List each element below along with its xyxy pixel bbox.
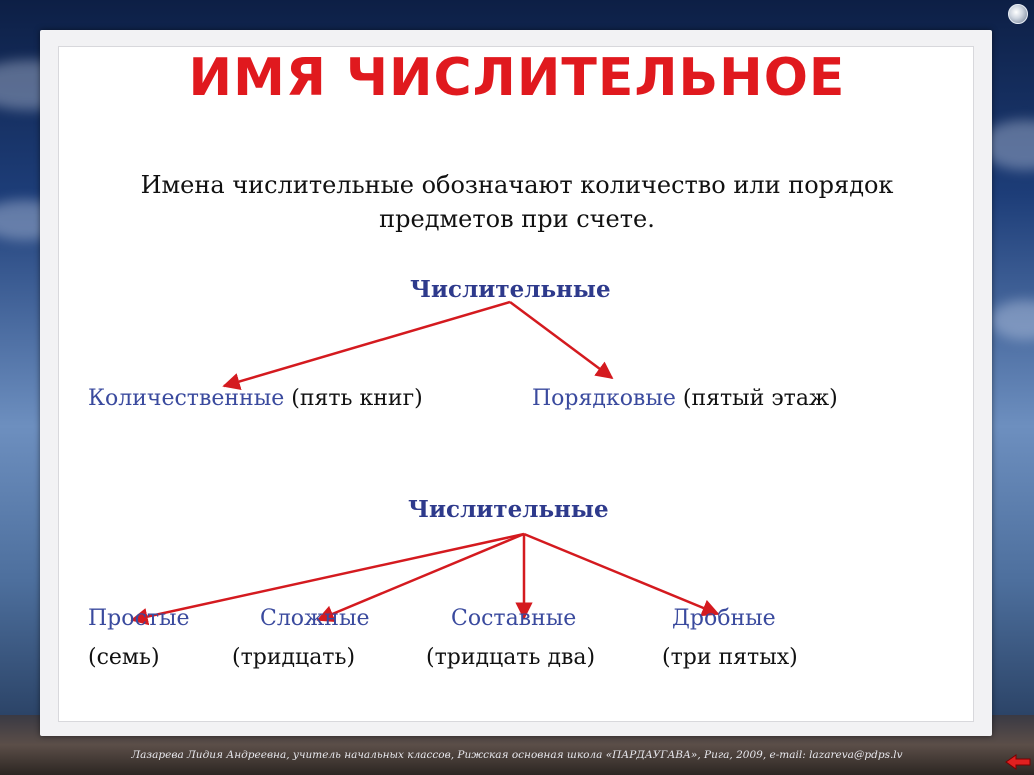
tree1-node-kolichestvennye bbox=[88, 386, 423, 411]
tree2-example-drobnye: (три пятых) bbox=[662, 645, 798, 670]
tree2-example-slozhnye: (тридцать) bbox=[232, 645, 356, 670]
node-example: (пять книг) bbox=[291, 386, 423, 411]
tree1-node-poryadkovye bbox=[532, 386, 838, 411]
tree1-root: Числительные bbox=[410, 276, 611, 303]
tree2-node-slozhnye bbox=[260, 606, 369, 631]
node-term: Составные bbox=[451, 606, 577, 631]
definition-line-2: предметов при счете. bbox=[379, 205, 655, 233]
globe-icon[interactable] bbox=[1008, 4, 1028, 24]
next-slide-arrow-icon[interactable] bbox=[1004, 754, 1032, 770]
node-term: Дробные bbox=[672, 606, 776, 631]
node-term: Простые bbox=[88, 606, 190, 631]
tree2-example-sostavnye: (тридцать два) bbox=[426, 645, 596, 670]
tree2-example-prostye: (семь) bbox=[88, 645, 160, 670]
tree2-root: Числительные bbox=[408, 496, 609, 523]
node-example: (пятый этаж) bbox=[682, 386, 838, 411]
node-term: Сложные bbox=[260, 606, 370, 631]
slide-title: ИМЯ ЧИСЛИТЕЛЬНОЕ bbox=[188, 48, 846, 108]
definition-text bbox=[40, 168, 994, 236]
tree2-node-prostye bbox=[88, 606, 190, 631]
node-term: Порядковые bbox=[532, 386, 676, 411]
tree2-node-sostavnye bbox=[451, 606, 576, 631]
definition-line-1: Имена числительные обозначают количество или порядок bbox=[140, 171, 894, 199]
node-term: Количественные bbox=[88, 386, 285, 411]
tree2-node-drobnye bbox=[672, 606, 776, 631]
background-cloud bbox=[990, 300, 1034, 340]
footer-credit: Лазарева Лидия Андреевна, учитель начальных классов, Рижская основная школа «ПАРДАУГАВА», Рига, 2009, e-mail: lazareva@pdps.lv bbox=[131, 749, 903, 761]
